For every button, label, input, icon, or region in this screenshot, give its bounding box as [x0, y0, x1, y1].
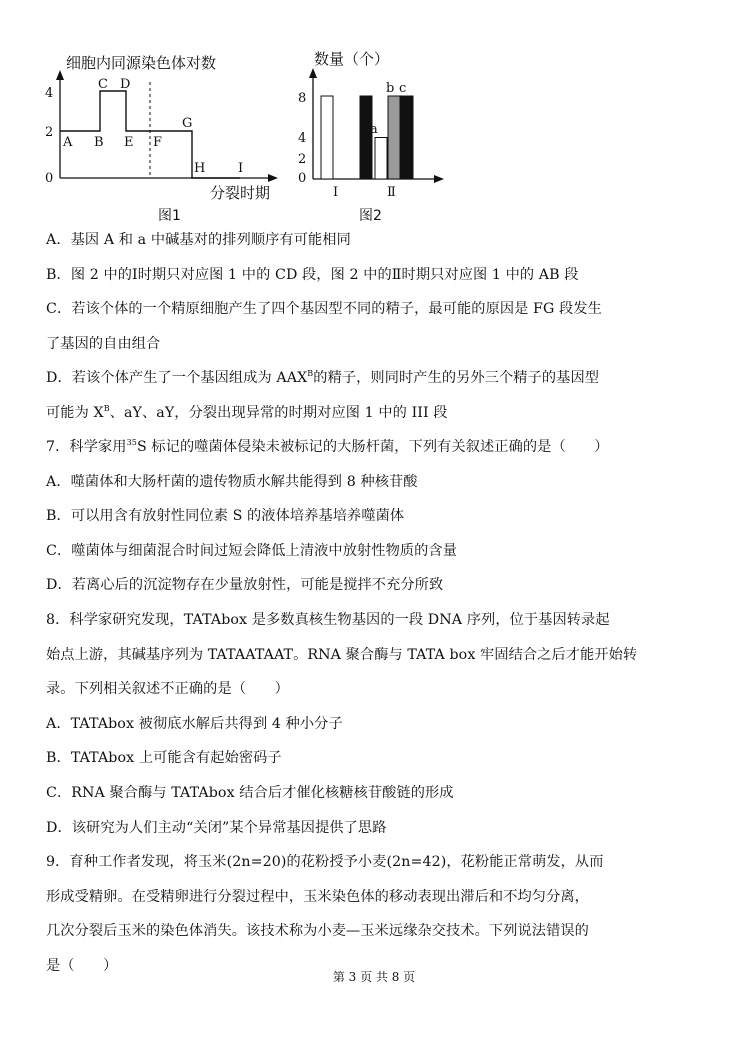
option-6d-line1: [46, 366, 706, 390]
figure-2-ytick-0: 0: [298, 171, 307, 186]
option-7d: D．若离心后的沉淀物存在少量放射性，可能是搅拌不充分所致: [46, 577, 444, 594]
figure-2-bar-2-c: [401, 96, 413, 179]
option-6d-line2: [46, 401, 706, 425]
figure-1-ylabel: 细胞内同源染色体对数: [66, 54, 217, 72]
question-7-stem: [46, 435, 706, 459]
question-8-line3: 录。下列相关叙述不正确的是（ ）: [46, 681, 289, 698]
option-6a: A．基因 A 和 a 中碱基对的排列顺序有可能相同: [46, 232, 351, 248]
page-footer: 第 3 页 共 8 页: [332, 970, 416, 984]
figure-1-x-arrow: [268, 174, 278, 182]
option-6d-line2-rest: 、aY、aY，分裂出现异常的时期对应图 1 中的 III 段: [109, 404, 448, 421]
figure-1-label-e: E: [124, 135, 134, 150]
figure-2-bar-label-b: b: [386, 81, 395, 96]
option-7a: A．噬菌体和大肠杆菌的遗传物质水解共能得到 8 种核苷酸: [46, 473, 418, 490]
question-9-line4: 是（ ）: [46, 957, 118, 974]
option-7c: C．噬菌体与细菌混合时间过短会降低上清液中放射性物质的含量: [46, 542, 458, 559]
figure-1-label-i: I: [238, 161, 244, 176]
question-7-rest: S 标记的噬菌体侵染未被标记的大肠杆菌，下列有关叙述正确的是（ ）: [136, 438, 609, 455]
figure-2-caption: 图2: [359, 208, 382, 224]
figure-1-label-b: B: [94, 135, 104, 150]
figure-2-bar-2-b: [388, 96, 400, 179]
option-8a: A．TATAbox 被彻底水解后共得到 4 种小分子: [46, 715, 343, 732]
superscript-b-1: B: [307, 369, 314, 379]
option-6d-text-rest: 的精子，则同时产生的另外三个精子的基因型: [313, 370, 600, 387]
figure-1-ytick-0: 0: [45, 171, 54, 186]
option-8c: C．RNA 聚合酶与 TATAbox 结合后才催化核糖核苷酸链的形成: [46, 784, 454, 801]
question-9-line3: 几次分裂后玉米的染色体消失。该技术称为小麦—玉米远缘杂交技术。下列说法错误的: [46, 923, 589, 940]
option-6c-line2: 了基因的自由组合: [46, 335, 161, 352]
figure-2-ytick-8: 8: [298, 91, 307, 106]
figure-area: [40, 44, 460, 229]
figure-2-ytick-2: 2: [298, 152, 307, 167]
figure-1-step-line: [60, 91, 240, 178]
figure-2-bars: [321, 96, 413, 179]
option-6d-text: D．若该个体产生了一个基因组成为 AAX: [46, 370, 308, 387]
figure-2-bar-1-a: [321, 96, 333, 179]
superscript-35: 35: [126, 437, 137, 447]
figure-2-group-1: Ⅰ: [333, 185, 339, 200]
option-8d: D．该研究为人们主动“关闭”某个异常基因提供了思路: [46, 819, 387, 836]
option-6d-line2-text: 可能为 X: [46, 404, 104, 421]
figure-2-y-arrow: [309, 68, 317, 78]
figure-1-label-f: F: [153, 135, 163, 150]
superscript-b-2: B: [103, 403, 110, 413]
figure-1-caption: 图1: [158, 208, 181, 224]
question-7-text: 7．科学家用: [46, 438, 127, 455]
option-8b: B．TATAbox 上可能含有起始密码子: [46, 750, 282, 767]
figure-1-ytick-2: 2: [45, 125, 54, 140]
question-9-line1: 9．育种工作者发现，将玉米(2n=20)的花粉授予小麦(2n=42)，花粉能正常萌发，从而: [46, 854, 604, 871]
option-6c-line1: C．若该个体的一个精原细胞产生了四个基因型不同的精子，最可能的原因是 FG 段发生: [46, 301, 602, 318]
figure-1-label-g: G: [182, 116, 193, 131]
figure-1-label-h: H: [194, 161, 206, 176]
question-8-line1: 8．科学家研究发现，TATAbox 是多数真核生物基因的一段 DNA 序列，位于基因转录起: [46, 611, 610, 628]
figure-1-label-a: A: [63, 135, 73, 150]
option-7b: B．可以用含有放射性同位素 S 的液体培养基培养噬菌体: [46, 508, 405, 525]
figure-2-group-2: Ⅱ: [387, 185, 396, 200]
figure-2-bar-2-a: [375, 138, 387, 180]
option-6b: B．图 2 中的Ⅰ时期只对应图 1 中的 CD 段，图 2 中的Ⅱ时期只对应图 1 中的 AB 段: [46, 266, 579, 283]
figure-2-ytick-4: 4: [298, 131, 307, 146]
figure-1-ytick-4: 4: [45, 86, 54, 101]
figure-2-bar-label-c: c: [399, 81, 407, 96]
figure-2-bar-label-a: a: [370, 122, 378, 137]
figure-2-svg: [298, 44, 458, 229]
question-9-line2: 形成受精卵。在受精卵进行分裂过程中，玉米染色体的移动表现出滞后和不均匀分离，: [46, 888, 589, 905]
question-8-line2: 始点上游，其碱基序列为 TATAATAAT。RNA 聚合酶与 TATA box 牢固结合之后才能开始转: [46, 646, 638, 663]
figure-2-ylabel: 数量（个）: [314, 50, 390, 68]
question-content: [46, 228, 706, 988]
figure-2-x-arrow: [434, 175, 444, 183]
figure-1-label-d: D: [120, 77, 131, 92]
figure-1-y-arrow: [56, 70, 64, 80]
figure-2-bar-1-c: [360, 96, 372, 179]
figure-1-xlabel: 分裂时期: [210, 184, 271, 202]
figure-1-svg: [40, 44, 290, 229]
figure-1-label-c: C: [98, 77, 108, 92]
